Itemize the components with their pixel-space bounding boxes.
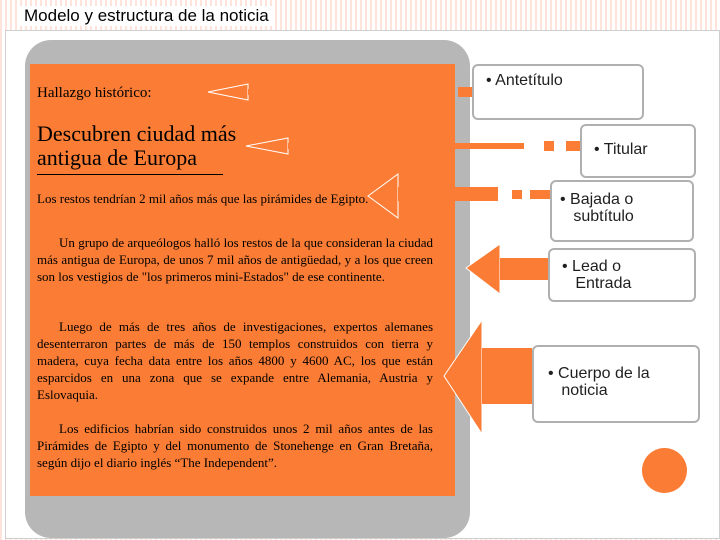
article-lead: Un grupo de arqueólogos halló los restos de la que consideran la ciudad más antigua de Europa, de unos 7 mil años de antigüedad, y a los que creen son los vestigios de "los primeros mini-Estados" de ese continente.: [37, 235, 433, 284]
label-bajada-text: • Bajada o subtítulo: [560, 191, 634, 225]
label-titular: [580, 124, 696, 178]
decorative-circle: [642, 448, 687, 493]
article-antetitulo: Hallazgo histórico:: [37, 85, 152, 101]
bajada-arrow: [368, 174, 550, 218]
article-bajada: Los restos tendrían 2 mil años más que las pirámides de Egipto.: [37, 191, 369, 206]
article-body-paragraph-2: Los edificios habrían sido construidos unos 2 mil años antes de las Pirámides de Egipto y del monumento de Stonehenge en Gran Bretaña, según dijo el diario inglés “The Independent”.: [37, 421, 433, 470]
slide-title: Modelo y estructura de la noticia: [20, 6, 273, 26]
antetitulo-arrow: [208, 84, 472, 100]
article-body-paragraph-1: Luego de más de tres años de investigaciones, expertos alemanes desenterraron partes de más de 150 templos construidos con tierra y madera, cuya fecha data entre los años 4800 y 4600 AC, los que están esparcidos en una zona que se expande entre Alemania, Austria y Eslovaquia.: [37, 319, 433, 402]
label-antetitulo-text: • Antetítulo: [486, 72, 563, 89]
label-lead-text: • Lead o Entrada: [562, 258, 632, 292]
lead-arrow: [466, 244, 548, 294]
label-titular-text: • Titular: [594, 141, 648, 158]
label-bajada: [550, 180, 694, 242]
label-antetitulo: [472, 64, 644, 120]
article-titular-line2: antigua de Europa: [37, 145, 198, 170]
label-cuerpo-text: • Cuerpo de la noticia: [548, 365, 650, 399]
titular-arrow: [246, 138, 580, 154]
label-cuerpo: [532, 345, 700, 423]
article-titular-line1: Descubren ciudad más: [37, 121, 237, 146]
label-lead: [548, 248, 696, 302]
cuerpo-arrow: [444, 320, 532, 434]
